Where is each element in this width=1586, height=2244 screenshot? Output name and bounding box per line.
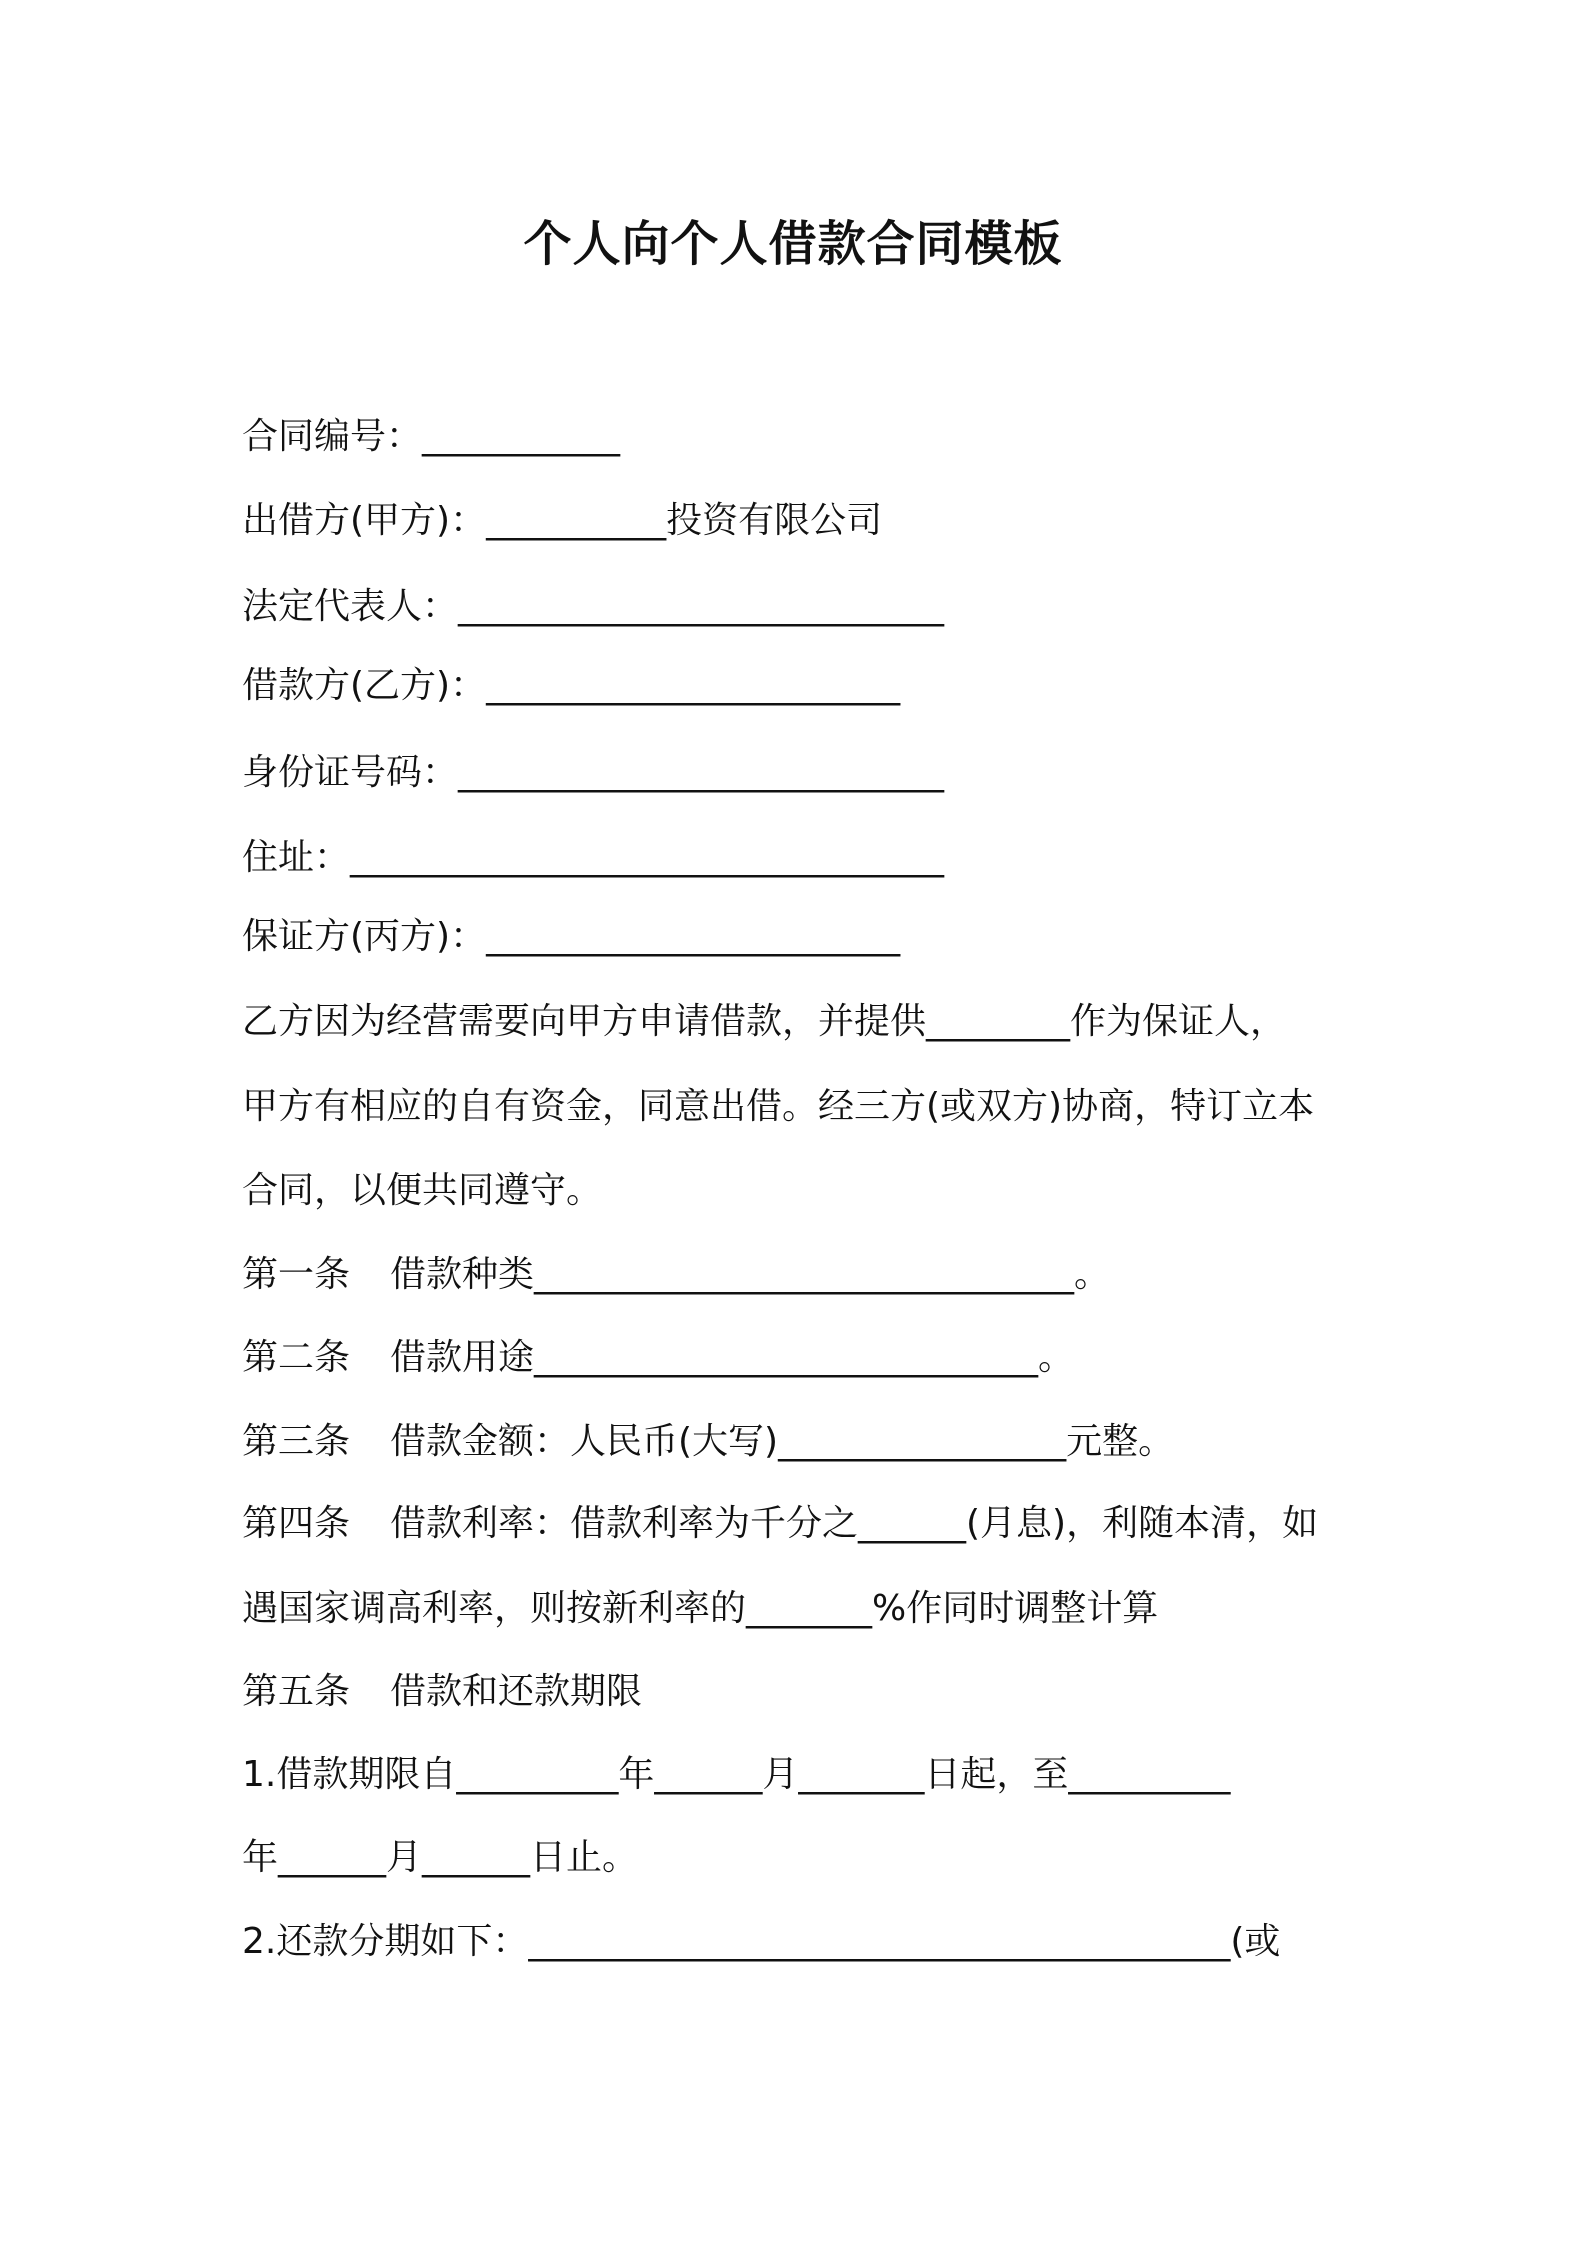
article-label: 第五条: [242, 1671, 351, 1712]
lender-field: 出借方(甲方)：__________投资有限公司: [242, 500, 883, 541]
page-title: 个人向个人借款合同模板: [523, 216, 1063, 272]
article-4-continuation: 遇国家调高利率，则按新利率的_______%作同时调整计算: [242, 1588, 1159, 1629]
article-text: 借款种类______________________________。: [390, 1254, 1111, 1295]
article-text: 借款金额：人民币(大写)________________元整。: [390, 1421, 1175, 1462]
article-1: [242, 1251, 1110, 1299]
preamble-line: 乙方因为经营需要向甲方申请借款，并提供________作为保证人，: [242, 1001, 1287, 1042]
loan-term-line: 1.借款期限自_________年______月_______日起，至_________: [242, 1754, 1231, 1795]
article-label: 第一条: [242, 1254, 351, 1295]
article-4: [242, 1500, 1318, 1548]
preamble-line: 甲方有相应的自有资金，同意出借。经三方(或双方)协商，特订立本: [242, 1086, 1315, 1127]
preamble-line: 合同，以便共同遵守。: [242, 1170, 603, 1211]
article-label: 第三条: [242, 1421, 351, 1462]
article-label: 第二条: [242, 1337, 351, 1378]
guarantor-field: 保证方(丙方)：_______________________: [242, 916, 901, 957]
repayment-line: 2.还款分期如下：_______________________________________(或: [242, 1921, 1281, 1962]
article-2: [242, 1334, 1074, 1382]
contract-number-field: 合同编号：___________: [242, 416, 621, 457]
article-text: 借款和还款期限: [390, 1671, 643, 1712]
legal-representative-field: 法定代表人：___________________________: [242, 586, 945, 627]
article-label: 第四条: [242, 1503, 351, 1544]
article-text: 借款利率：借款利率为千分之______(月息)，利随本清，如: [390, 1503, 1319, 1544]
address-field: 住址：_________________________________: [242, 837, 945, 878]
article-3: [242, 1418, 1174, 1466]
borrower-field: 借款方(乙方)：_______________________: [242, 665, 901, 706]
article-text: 借款用途____________________________。: [390, 1337, 1075, 1378]
id-number-field: 身份证号码：___________________________: [242, 752, 945, 793]
loan-term-line: 年______月______日止。: [242, 1837, 639, 1878]
article-5: [242, 1668, 642, 1716]
